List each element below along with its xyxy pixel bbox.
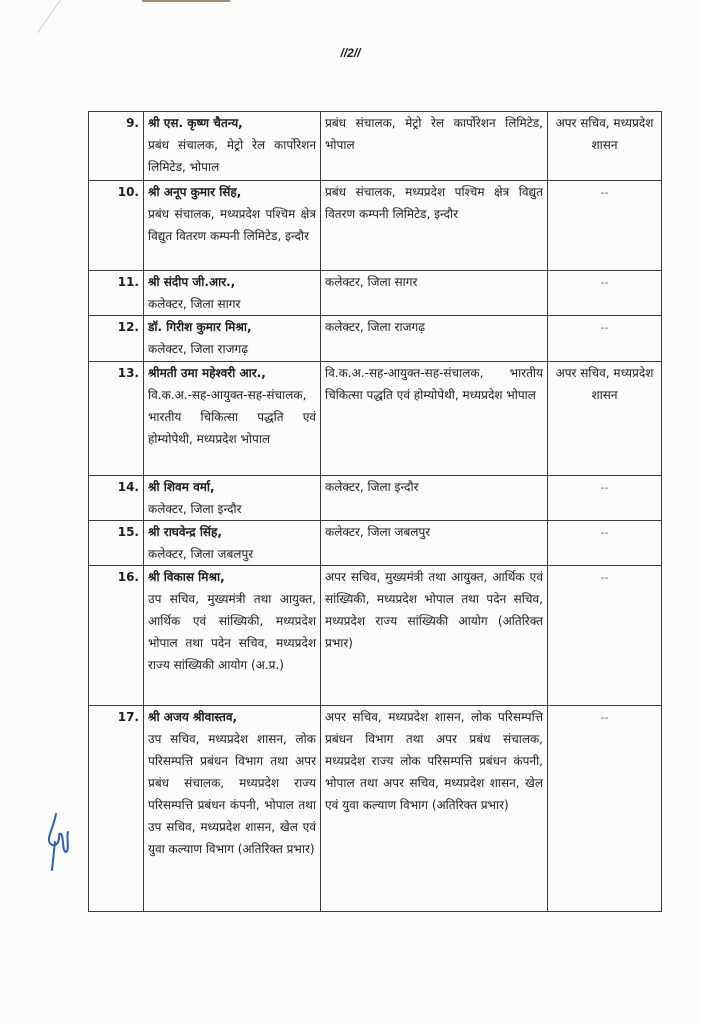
officer-cell xyxy=(144,271,321,316)
additional-charge-cell xyxy=(548,566,662,706)
serial-number: 11. xyxy=(89,271,144,316)
new-post: कलेक्टर, जिला राजगढ़ xyxy=(325,320,425,334)
new-post: कलेक्टर, जिला सागर xyxy=(325,275,418,289)
table-row xyxy=(89,316,662,362)
officer-name: श्री शिवम वर्मा, xyxy=(148,480,215,494)
table-row xyxy=(89,566,662,706)
new-post: प्रबंध संचालक, मध्यप्रदेश पश्चिम क्षेत्र विद्युत वितरण कम्पनी लिमिटेड, इन्दौर xyxy=(325,185,543,221)
new-post-cell xyxy=(321,706,548,912)
additional-charge-cell xyxy=(548,271,662,316)
new-post: प्रबंध संचालक, मेट्रो रेल कार्पोरेशन लिमिटेड, भोपाल xyxy=(325,116,543,152)
officer-name: श्रीमती उमा महेश्वरी आर., xyxy=(148,366,266,380)
additional-charge: -- xyxy=(600,711,609,724)
additional-charge: -- xyxy=(600,571,609,584)
serial-number: 15. xyxy=(89,521,144,566)
officer-cell xyxy=(144,362,321,476)
additional-charge-cell xyxy=(548,362,662,476)
new-post: कलेक्टर, जिला इन्दौर xyxy=(325,480,419,494)
new-post: वि.क.अ.-सह-आयुक्त-सह-संचालक, भारतीय चिकित्सा पद्धति एवं होम्योपेथी, मध्यप्रदेश भोपाल xyxy=(325,366,543,402)
table-row xyxy=(89,112,662,181)
new-post: अपर सचिव, मुख्यमंत्री तथा आयुक्त, आर्थिक एवं सांख्यिकी, मध्यप्रदेश भोपाल तथा पदेन सचिव, मध्यप्रदेश राज्य सांख्यिकी आयोग (अतिरिक्त प्रभार) xyxy=(325,570,543,650)
officer-cell xyxy=(144,521,321,566)
new-post-cell xyxy=(321,316,548,362)
officer-cell xyxy=(144,112,321,181)
officer-name: श्री संदीप जी.आर., xyxy=(148,275,236,289)
officer-cell xyxy=(144,316,321,362)
new-post: अपर सचिव, मध्यप्रदेश शासन, लोक परिसम्पत्ति प्रबंधन विभाग तथा अपर प्रबंध संचालक, मध्यप्रदेश राज्य लोक परिसम्पत्ति प्रबंधन कंपनी, भोपाल तथा अपर सचिव, मध्यप्रदेश शासन, खेल एवं युवा कल्याण विभाग (अतिरिक्त प्रभार) xyxy=(325,710,543,812)
table-row xyxy=(89,521,662,566)
scan-fold-line xyxy=(37,0,61,33)
additional-charge: -- xyxy=(600,276,609,289)
officer-cell xyxy=(144,181,321,271)
officer-name: श्री एस. कृष्ण चैतन्य, xyxy=(148,116,243,130)
new-post-cell xyxy=(321,181,548,271)
additional-charge-cell xyxy=(548,316,662,362)
current-post: कलेक्टर, जिला जबलपुर xyxy=(148,547,254,561)
new-post-cell xyxy=(321,566,548,706)
new-post: कलेक्टर, जिला जबलपुर xyxy=(325,525,431,539)
serial-number: 12. xyxy=(89,316,144,362)
additional-charge: -- xyxy=(600,481,609,494)
current-post: कलेक्टर, जिला राजगढ़ xyxy=(148,342,248,356)
current-post: कलेक्टर, जिला इन्दौर xyxy=(148,502,242,516)
additional-charge-cell xyxy=(548,476,662,521)
additional-charge: -- xyxy=(600,321,609,334)
current-post: वि.क.अ.-सह-आयुक्त-सह-संचालक, भारतीय चिकित्सा पद्धति एवं होम्योपेथी, मध्यप्रदेश भोपाल xyxy=(148,388,316,446)
officer-cell xyxy=(144,706,321,912)
signature-initial xyxy=(46,812,72,874)
additional-charge-cell xyxy=(548,181,662,271)
new-post-cell xyxy=(321,476,548,521)
officer-cell xyxy=(144,476,321,521)
table-row xyxy=(89,476,662,521)
scan-edge-mark xyxy=(142,0,230,2)
additional-charge: अपर सचिव, मध्यप्रदेश शासन xyxy=(555,116,654,152)
current-post: उप सचिव, मुख्यमंत्री तथा आयुक्त, आर्थिक एवं सांख्यिकी, मध्यप्रदेश भोपाल तथा पदेन सचिव, मध्यप्रदेश राज्य सांख्यिकी आयोग (अ.प्र.) xyxy=(148,592,316,672)
serial-number: 17. xyxy=(89,706,144,912)
additional-charge: अपर सचिव, मध्यप्रदेश शासन xyxy=(555,366,654,402)
officer-name: श्री राघवेन्द्र सिंह, xyxy=(148,525,222,539)
additional-charge-cell xyxy=(548,521,662,566)
current-post: प्रबंध संचालक, मध्यप्रदेश पश्चिम क्षेत्र विद्युत वितरण कम्पनी लिमिटेड, इन्दौर xyxy=(148,207,316,243)
table-row xyxy=(89,271,662,316)
serial-number: 9. xyxy=(89,112,144,181)
page-number: //2// xyxy=(340,46,361,60)
new-post-cell xyxy=(321,112,548,181)
current-post: उप सचिव, मध्यप्रदेश शासन, लोक परिसम्पत्ति प्रबंधन विभाग तथा अपर प्रबंध संचालक, मध्यप्रदेश राज्य परिसम्पत्ति प्रबंधन कंपनी, भोपाल तथा उप सचिव, मध्यप्रदेश शासन, खेल एवं युवा कल्याण विभाग (अतिरिक्त प्रभार) xyxy=(148,732,316,856)
additional-charge-cell xyxy=(548,112,662,181)
additional-charge-cell xyxy=(548,706,662,912)
serial-number: 16. xyxy=(89,566,144,706)
serial-number: 14. xyxy=(89,476,144,521)
new-post-cell xyxy=(321,362,548,476)
transfer-order-table xyxy=(88,111,662,912)
table-row xyxy=(89,181,662,271)
additional-charge: -- xyxy=(600,186,609,199)
additional-charge: -- xyxy=(600,526,609,539)
current-post: कलेक्टर, जिला सागर xyxy=(148,297,241,311)
current-post: प्रबंध संचालक, मेट्रो रेल कार्पोरेशन लिमिटेड, भोपाल xyxy=(148,138,316,174)
table-row xyxy=(89,706,662,912)
officer-cell xyxy=(144,566,321,706)
officer-name: श्री अजय श्रीवास्तव, xyxy=(148,710,238,724)
serial-number: 10. xyxy=(89,181,144,271)
serial-number: 13. xyxy=(89,362,144,476)
officer-name: डॉ. गिरीश कुमार मिश्रा, xyxy=(148,320,252,334)
officer-name: श्री अनूप कुमार सिंह, xyxy=(148,185,242,199)
new-post-cell xyxy=(321,271,548,316)
new-post-cell xyxy=(321,521,548,566)
table-row xyxy=(89,362,662,476)
officer-name: श्री विकास मिश्रा, xyxy=(148,570,225,584)
